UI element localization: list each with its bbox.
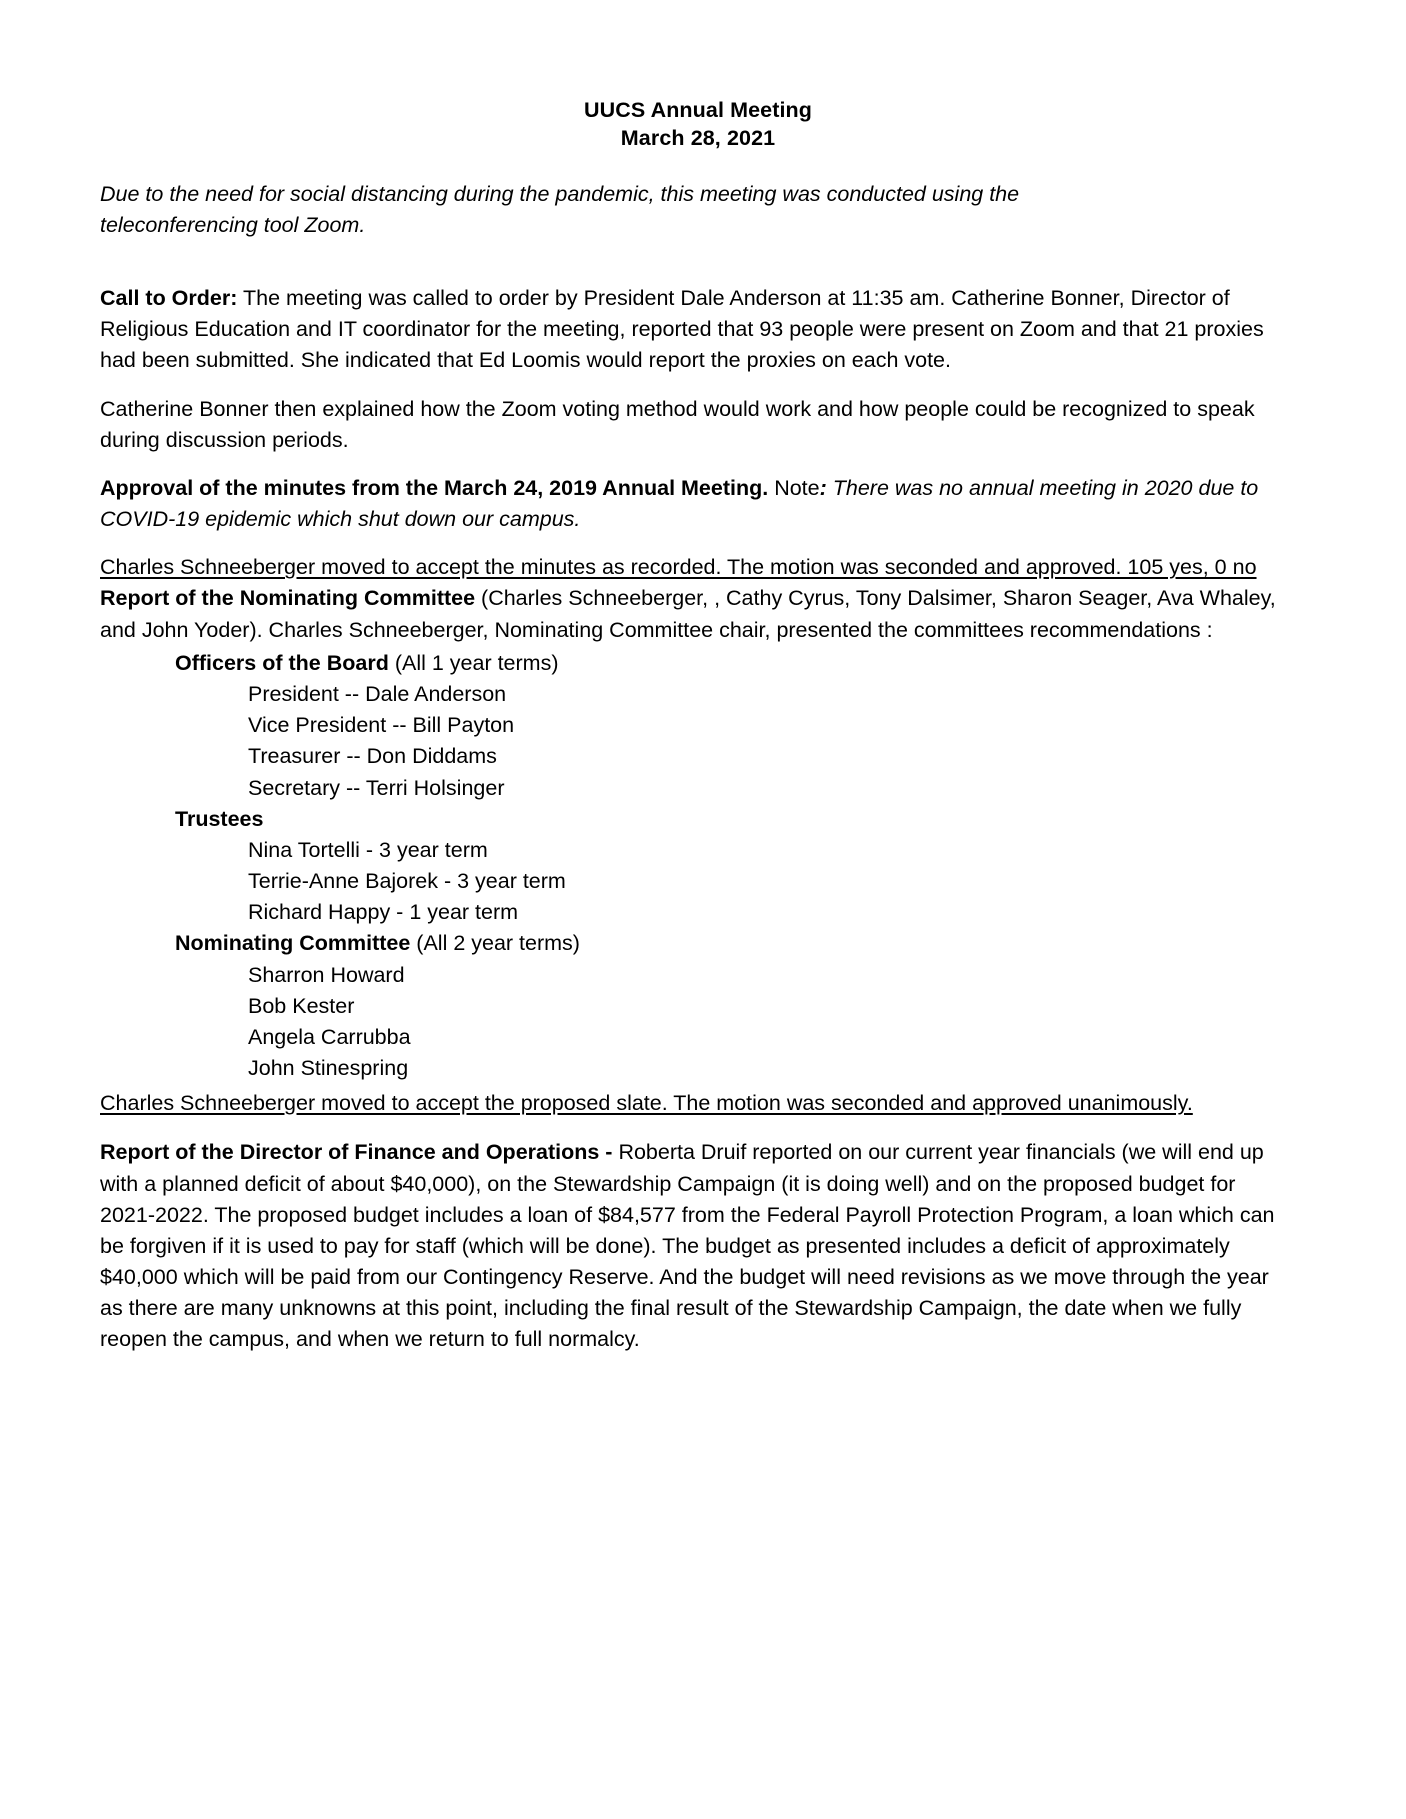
group-heading-officers	[100, 648, 1296, 679]
nominating-report-heading: Report of the Nominating Committee	[100, 586, 476, 611]
call-to-order-label: Call to Order:	[100, 286, 238, 311]
finance-report-paragraph	[100, 1137, 1296, 1355]
list-item: Sharron Howard	[248, 962, 405, 987]
list-item: Vice President -- Bill Payton	[248, 713, 515, 738]
title-line-1: UUCS Annual Meeting	[583, 98, 813, 122]
call-to-order-text: The meeting was called to order by President Dale Anderson at 11:35 am. Catherine Bonner, Director of Religious Education and IT coordinator for the meeting, reported that 93 people were present on Zoom and that 21 proxies had been submitted. She indicated that Ed Loomis would report the proxies on each vote.	[100, 286, 1264, 373]
approval-minutes-heading: Approval of the minutes from the March 24, 2019 Annual Meeting.	[100, 475, 769, 500]
list-item: Nina Tortelli - 3 year term	[248, 837, 488, 862]
note-italic-text: There was no annual meeting in 2020 due to COVID-19 epidemic which shut down our campus.	[100, 475, 1259, 532]
group-title-suffix: (All 2 year terms)	[410, 931, 580, 956]
list-item: Terrie-Anne Bajorek - 3 year term	[248, 869, 566, 894]
finance-report-heading: Report of the Director of Finance and Operations -	[100, 1140, 613, 1165]
spacer	[100, 241, 1296, 283]
group-title: Officers of the Board	[175, 650, 389, 675]
group-title: Nominating Committee	[175, 931, 411, 956]
group-title-suffix: (All 1 year terms)	[388, 650, 559, 675]
group-heading-trustees	[100, 804, 1296, 835]
nominating-report-text: (Charles Schneeberger, , Cathy Cyrus, Tony Dalsimer, Sharon Seager, Ava Whaley, and John Yoder). Charles Schneeberger, Nominating Committee chair, presented the committees recommendations :	[100, 586, 1276, 642]
list-item: John Stinespring	[248, 1056, 409, 1081]
call-to-order-paragraph	[100, 283, 1296, 377]
nominating-committee-report-paragraph	[100, 583, 1296, 645]
group-heading-nominating-committee	[100, 928, 1296, 959]
motion-accept-slate: Charles Schneeberger moved to accept the proposed slate. The motion was seconded and approved unanimously.	[100, 1091, 1193, 1116]
approval-of-minutes-paragraph	[100, 473, 1296, 535]
zoom-voting-paragraph: Catherine Bonner then explained how the Zoom voting method would work and how people could be recognized to speak during discussion periods.	[100, 396, 1255, 452]
list-item: Treasurer -- Don Diddams	[248, 744, 497, 769]
note-label: Note	[768, 475, 820, 500]
group-title: Trustees	[175, 806, 264, 831]
finance-report-text: Roberta Druif reported on our current year financials (we will end up with a planned deficit of about $40,000), on the Stewardship Campaign (it is doing well) and on the proposed budget for 2021-2022. The proposed budget includes a loan of $84,577 from the Federal Payroll Protection Program, a loan which can be forgiven if it is used to pay for staff (which will be done). The budget as presented includes a deficit of approximately $40,000 which will be paid from our Contingency Reserve. And the budget will need revisions as we move through the year as there are many unknowns at this point, including the final result of the Stewardship Campaign, the date when we fully reopen the campus, and when we return to full normalcy.	[100, 1140, 1275, 1352]
motion-accept-minutes: Charles Schneeberger moved to accept the minutes as recorded. The motion was seconded and approved. 105 yes, 0 no	[100, 555, 1257, 580]
list-item: Richard Happy - 1 year term	[248, 900, 519, 925]
list-item: Angela Carrubba	[248, 1024, 411, 1049]
title-line-2: March 28, 2021	[620, 126, 776, 151]
intro-note-paragraph: Due to the need for social distancing during the pandemic, this meeting was conducted using the teleconferencing tool Zoom.	[100, 181, 1020, 237]
list-item: President -- Dale Anderson	[248, 681, 507, 706]
list-item: Secretary -- Terri Holsinger	[248, 775, 505, 800]
note-colon: :	[819, 475, 833, 500]
list-item: Bob Kester	[248, 993, 355, 1018]
document-title	[100, 96, 1296, 153]
slate-list	[100, 648, 1296, 1084]
